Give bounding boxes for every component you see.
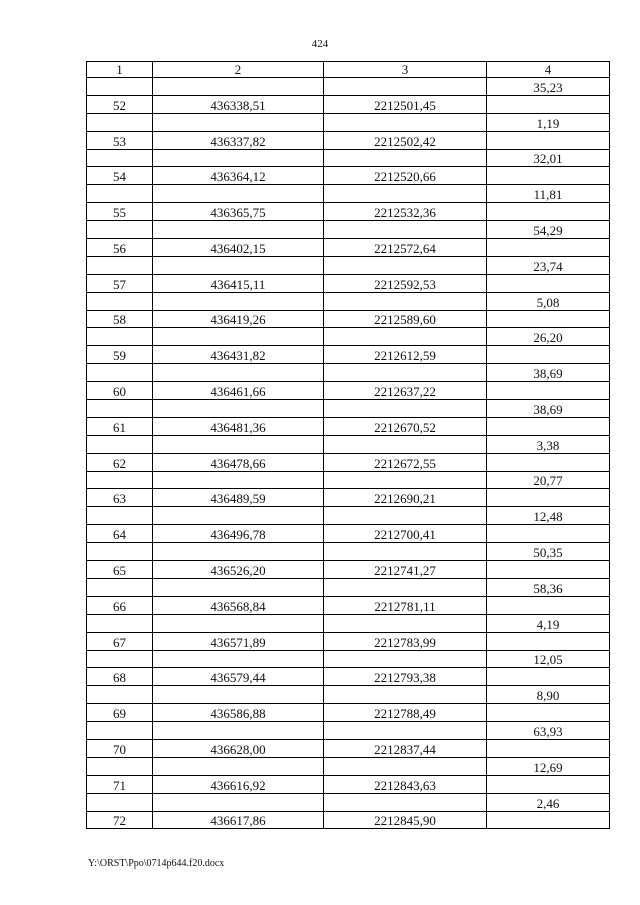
x-coordinate-cell: 436461,66: [153, 382, 324, 400]
point-number-cell: 56: [87, 239, 153, 257]
y-coordinate-cell: 2212592,53: [324, 274, 487, 292]
x-coordinate-cell: [153, 400, 324, 418]
y-coordinate-cell: 2212612,59: [324, 346, 487, 364]
distance-cell: 35,23: [487, 78, 610, 96]
distance-cell: [487, 811, 610, 829]
column-header-3: 3: [324, 62, 487, 78]
point-number-cell: [87, 221, 153, 239]
distance-cell: 20,77: [487, 471, 610, 489]
y-coordinate-cell: 2212690,21: [324, 489, 487, 507]
point-number-cell: [87, 292, 153, 310]
x-coordinate-cell: [153, 471, 324, 489]
distance-cell: 58,36: [487, 578, 610, 596]
distance-cell: [487, 95, 610, 113]
y-coordinate-cell: 2212788,49: [324, 704, 487, 722]
y-coordinate-cell: 2212502,42: [324, 131, 487, 149]
y-coordinate-cell: [324, 722, 487, 740]
point-number-cell: 55: [87, 203, 153, 221]
x-coordinate-cell: 436337,82: [153, 131, 324, 149]
y-coordinate-cell: [324, 543, 487, 561]
y-coordinate-cell: 2212781,11: [324, 596, 487, 614]
x-coordinate-cell: [153, 757, 324, 775]
distance-cell: 8,90: [487, 686, 610, 704]
distance-cell: 12,69: [487, 757, 610, 775]
x-coordinate-cell: [153, 292, 324, 310]
distance-cell: [487, 775, 610, 793]
point-number-cell: [87, 435, 153, 453]
distance-cell: [487, 739, 610, 757]
x-coordinate-cell: 436415,11: [153, 274, 324, 292]
point-number-cell: 54: [87, 167, 153, 185]
table-row: [87, 221, 610, 239]
distance-cell: [487, 632, 610, 650]
x-coordinate-cell: 436571,89: [153, 632, 324, 650]
table-header-row: [87, 62, 610, 78]
distance-cell: [487, 346, 610, 364]
table-row: [87, 525, 610, 543]
distance-cell: 23,74: [487, 256, 610, 274]
distance-cell: 3,38: [487, 435, 610, 453]
point-number-cell: [87, 722, 153, 740]
point-number-cell: [87, 578, 153, 596]
y-coordinate-cell: [324, 757, 487, 775]
table-row: [87, 256, 610, 274]
point-number-cell: 71: [87, 775, 153, 793]
distance-cell: 32,01: [487, 149, 610, 167]
x-coordinate-cell: [153, 435, 324, 453]
y-coordinate-cell: [324, 400, 487, 418]
x-coordinate-cell: [153, 328, 324, 346]
y-coordinate-cell: 2212637,22: [324, 382, 487, 400]
distance-cell: [487, 239, 610, 257]
distance-cell: 26,20: [487, 328, 610, 346]
table-row: [87, 274, 610, 292]
point-number-cell: [87, 757, 153, 775]
distance-cell: 12,05: [487, 650, 610, 668]
distance-cell: 63,93: [487, 722, 610, 740]
table-row: [87, 632, 610, 650]
distance-cell: [487, 131, 610, 149]
table-row: [87, 507, 610, 525]
y-coordinate-cell: 2212501,45: [324, 95, 487, 113]
distance-cell: 50,35: [487, 543, 610, 561]
distance-cell: [487, 274, 610, 292]
y-coordinate-cell: [324, 686, 487, 704]
table-row: [87, 614, 610, 632]
x-coordinate-cell: 436365,75: [153, 203, 324, 221]
x-coordinate-cell: 436338,51: [153, 95, 324, 113]
y-coordinate-cell: [324, 471, 487, 489]
y-coordinate-cell: [324, 614, 487, 632]
column-header-1: 1: [87, 62, 153, 78]
y-coordinate-cell: [324, 650, 487, 668]
table-row: [87, 686, 610, 704]
point-number-cell: 67: [87, 632, 153, 650]
x-coordinate-cell: [153, 722, 324, 740]
table-row: [87, 364, 610, 382]
point-number-cell: 63: [87, 489, 153, 507]
table-row: [87, 95, 610, 113]
distance-cell: [487, 704, 610, 722]
footer-file-path: Y:\ORST\Ppo\0714p644.f20.docx: [88, 858, 225, 869]
point-number-cell: 65: [87, 561, 153, 579]
point-number-cell: [87, 78, 153, 96]
point-number-cell: [87, 614, 153, 632]
y-coordinate-cell: [324, 185, 487, 203]
y-coordinate-cell: 2212783,99: [324, 632, 487, 650]
x-coordinate-cell: [153, 686, 324, 704]
table-row: [87, 239, 610, 257]
page-number: 424: [311, 38, 329, 50]
table-row: [87, 775, 610, 793]
table-row: [87, 203, 610, 221]
x-coordinate-cell: 436481,36: [153, 417, 324, 435]
distance-cell: [487, 561, 610, 579]
distance-cell: [487, 453, 610, 471]
table-row: [87, 596, 610, 614]
table-row: [87, 543, 610, 561]
y-coordinate-cell: 2212843,63: [324, 775, 487, 793]
distance-cell: [487, 489, 610, 507]
point-number-cell: 69: [87, 704, 153, 722]
table-row: [87, 167, 610, 185]
column-header-4: 4: [487, 62, 610, 78]
x-coordinate-cell: [153, 614, 324, 632]
point-number-cell: 59: [87, 346, 153, 364]
distance-cell: 1,19: [487, 113, 610, 131]
x-coordinate-cell: [153, 149, 324, 167]
table-row: [87, 328, 610, 346]
table-row: [87, 739, 610, 757]
table-row: [87, 310, 610, 328]
point-number-cell: [87, 471, 153, 489]
x-coordinate-cell: [153, 507, 324, 525]
point-number-cell: [87, 400, 153, 418]
distance-cell: [487, 668, 610, 686]
table-row: [87, 400, 610, 418]
point-number-cell: 57: [87, 274, 153, 292]
x-coordinate-cell: [153, 793, 324, 811]
point-number-cell: [87, 650, 153, 668]
x-coordinate-cell: 436419,26: [153, 310, 324, 328]
distance-cell: 54,29: [487, 221, 610, 239]
distance-cell: [487, 382, 610, 400]
distance-cell: 5,08: [487, 292, 610, 310]
x-coordinate-cell: 436402,15: [153, 239, 324, 257]
x-coordinate-cell: 436616,92: [153, 775, 324, 793]
x-coordinate-cell: [153, 113, 324, 131]
table-row: [87, 346, 610, 364]
point-number-cell: 61: [87, 417, 153, 435]
table-row: [87, 704, 610, 722]
x-coordinate-cell: 436478,66: [153, 453, 324, 471]
distance-cell: 38,69: [487, 364, 610, 382]
table-row: [87, 417, 610, 435]
x-coordinate-cell: 436526,20: [153, 561, 324, 579]
point-number-cell: [87, 543, 153, 561]
x-coordinate-cell: [153, 185, 324, 203]
table-row: [87, 149, 610, 167]
table-row: [87, 489, 610, 507]
table-row: [87, 292, 610, 310]
y-coordinate-cell: [324, 149, 487, 167]
point-number-cell: 52: [87, 95, 153, 113]
x-coordinate-cell: [153, 650, 324, 668]
x-coordinate-cell: 436489,59: [153, 489, 324, 507]
y-coordinate-cell: 2212572,64: [324, 239, 487, 257]
x-coordinate-cell: [153, 364, 324, 382]
y-coordinate-cell: [324, 221, 487, 239]
x-coordinate-cell: [153, 543, 324, 561]
y-coordinate-cell: 2212837,44: [324, 739, 487, 757]
distance-cell: [487, 417, 610, 435]
x-coordinate-cell: [153, 221, 324, 239]
point-number-cell: 66: [87, 596, 153, 614]
table-row: [87, 578, 610, 596]
distance-cell: 2,46: [487, 793, 610, 811]
point-number-cell: [87, 507, 153, 525]
table-row: [87, 185, 610, 203]
y-coordinate-cell: [324, 292, 487, 310]
y-coordinate-cell: 2212589,60: [324, 310, 487, 328]
table-row: [87, 113, 610, 131]
table-row: [87, 561, 610, 579]
point-number-cell: [87, 149, 153, 167]
y-coordinate-cell: 2212700,41: [324, 525, 487, 543]
y-coordinate-cell: 2212793,38: [324, 668, 487, 686]
distance-cell: [487, 167, 610, 185]
table-row: [87, 131, 610, 149]
column-header-2: 2: [153, 62, 324, 78]
x-coordinate-cell: 436496,78: [153, 525, 324, 543]
y-coordinate-cell: [324, 78, 487, 96]
table-body: [87, 78, 610, 829]
point-number-cell: 70: [87, 739, 153, 757]
distance-cell: [487, 203, 610, 221]
point-number-cell: [87, 686, 153, 704]
y-coordinate-cell: 2212845,90: [324, 811, 487, 829]
y-coordinate-cell: [324, 793, 487, 811]
point-number-cell: [87, 364, 153, 382]
x-coordinate-cell: 436431,82: [153, 346, 324, 364]
y-coordinate-cell: [324, 364, 487, 382]
y-coordinate-cell: [324, 578, 487, 596]
distance-cell: [487, 310, 610, 328]
point-number-cell: 72: [87, 811, 153, 829]
y-coordinate-cell: [324, 507, 487, 525]
table-row: [87, 650, 610, 668]
table-row: [87, 453, 610, 471]
y-coordinate-cell: [324, 435, 487, 453]
x-coordinate-cell: 436586,88: [153, 704, 324, 722]
distance-cell: 38,69: [487, 400, 610, 418]
table-row: [87, 668, 610, 686]
y-coordinate-cell: 2212741,27: [324, 561, 487, 579]
table-row: [87, 757, 610, 775]
point-number-cell: 60: [87, 382, 153, 400]
point-number-cell: 64: [87, 525, 153, 543]
table-row: [87, 471, 610, 489]
y-coordinate-cell: 2212520,66: [324, 167, 487, 185]
y-coordinate-cell: 2212532,36: [324, 203, 487, 221]
x-coordinate-cell: 436579,44: [153, 668, 324, 686]
table-row: [87, 435, 610, 453]
point-number-cell: 58: [87, 310, 153, 328]
x-coordinate-cell: 436628,00: [153, 739, 324, 757]
point-number-cell: 62: [87, 453, 153, 471]
distance-cell: [487, 596, 610, 614]
y-coordinate-cell: 2212672,55: [324, 453, 487, 471]
x-coordinate-cell: 436617,86: [153, 811, 324, 829]
table-row: [87, 811, 610, 829]
x-coordinate-cell: 436568,84: [153, 596, 324, 614]
table-row: [87, 793, 610, 811]
table-row: [87, 722, 610, 740]
coordinates-table: [86, 61, 610, 829]
point-number-cell: [87, 113, 153, 131]
point-number-cell: [87, 328, 153, 346]
point-number-cell: [87, 793, 153, 811]
distance-cell: 4,19: [487, 614, 610, 632]
y-coordinate-cell: 2212670,52: [324, 417, 487, 435]
x-coordinate-cell: 436364,12: [153, 167, 324, 185]
y-coordinate-cell: [324, 113, 487, 131]
distance-cell: [487, 525, 610, 543]
x-coordinate-cell: [153, 578, 324, 596]
y-coordinate-cell: [324, 328, 487, 346]
point-number-cell: [87, 256, 153, 274]
distance-cell: 12,48: [487, 507, 610, 525]
table-row: [87, 382, 610, 400]
x-coordinate-cell: [153, 78, 324, 96]
distance-cell: 11,81: [487, 185, 610, 203]
point-number-cell: 68: [87, 668, 153, 686]
y-coordinate-cell: [324, 256, 487, 274]
point-number-cell: [87, 185, 153, 203]
table-row: [87, 78, 610, 96]
x-coordinate-cell: [153, 256, 324, 274]
point-number-cell: 53: [87, 131, 153, 149]
